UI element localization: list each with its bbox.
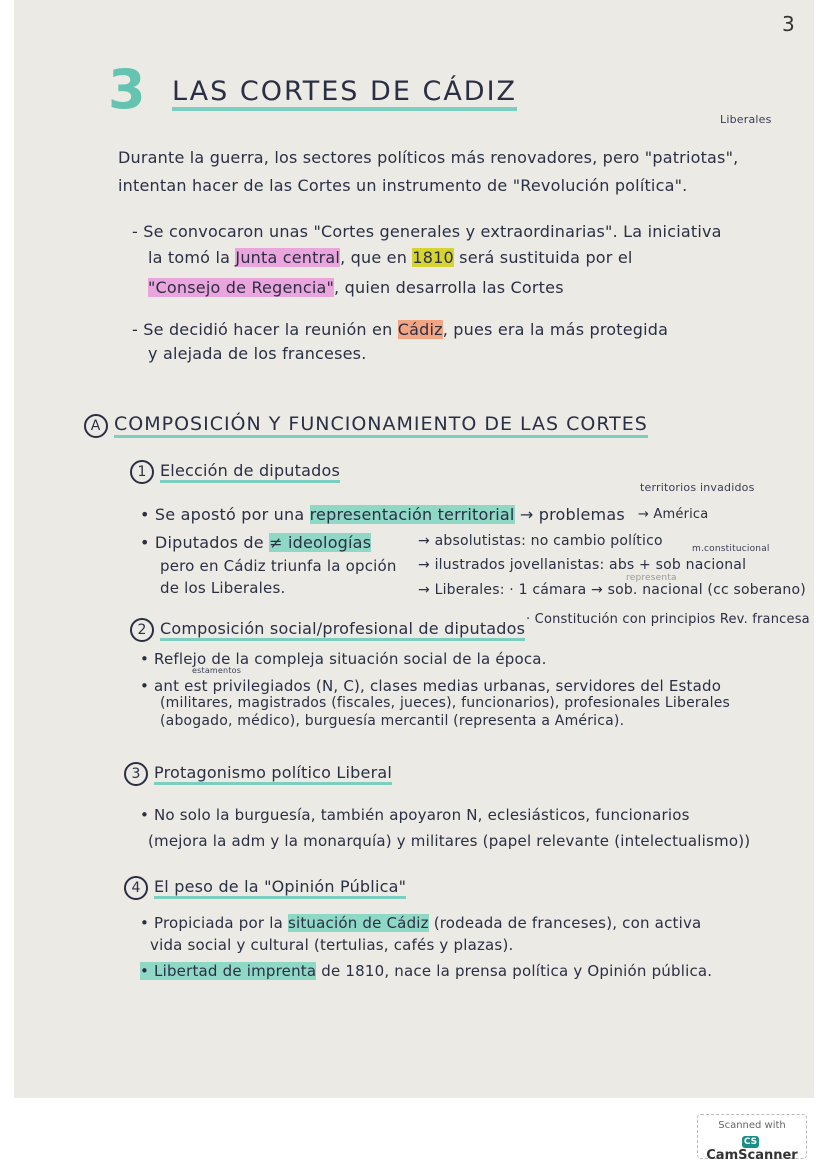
branch-note: · Constitución con principios Rev. francesa <box>526 612 810 627</box>
bullet-line: vida social y cultural (tertulias, cafés y plazas). <box>150 936 514 954</box>
subsection-number: 1 <box>130 460 154 484</box>
note: → América <box>638 507 709 522</box>
bullet <box>140 914 701 932</box>
subsection-title: Composición social/profesional de diputados <box>160 619 525 641</box>
subsection-number: 2 <box>130 618 154 642</box>
dash-item-line: y alejada de los franceses. <box>148 344 367 363</box>
highlight: representación territorial <box>309 505 515 524</box>
page-title: LAS CORTES DE CÁDIZ <box>172 76 517 111</box>
text: → problemas <box>514 505 625 524</box>
section-title: COMPOSICIÓN Y FUNCIONAMIENTO DE LAS CORTES <box>114 413 648 438</box>
bullet <box>140 533 371 552</box>
bullet-line: de los Liberales. <box>160 579 286 597</box>
badge-brand <box>698 1133 806 1163</box>
text: será sustituida por el <box>453 248 633 267</box>
note: territorios invadidos <box>640 481 755 494</box>
text: • Se apostó por una <box>140 505 310 524</box>
highlight: Cádiz <box>397 320 443 339</box>
section-a-heading <box>84 413 648 438</box>
subsection-heading <box>124 762 392 786</box>
branch-item: → ilustrados jovellanistas: abs + sob nacional <box>418 557 747 573</box>
subsection-heading <box>130 618 525 642</box>
bullet-line: (mejora la adm y la monarquía) y militares (papel relevante (intelectualismo)) <box>148 832 751 850</box>
bullet <box>140 962 712 980</box>
text: la tomó la <box>148 248 236 267</box>
highlight: 1810 <box>412 248 454 267</box>
text: - Se decidió hacer la reunión en <box>132 320 398 339</box>
camscanner-badge <box>697 1114 807 1163</box>
dash-item: - Se convocaron unas "Cortes generales y extraordinarias". La iniciativa <box>132 222 722 241</box>
text: (rodeada de franceses), con activa <box>428 914 702 932</box>
bullet-line: pero en Cádiz triunfa la opción <box>160 557 397 575</box>
branch-item: → Liberales: · 1 cámara → sob. nacional (cc soberano) <box>418 582 806 598</box>
margin-note: Liberales <box>720 113 772 126</box>
bullet: • No solo la burguesía, también apoyaron N, eclesiásticos, funcionarios <box>140 806 690 824</box>
bullet <box>140 505 625 524</box>
text: , que en <box>340 248 413 267</box>
badge-caption: Scanned with <box>718 1120 786 1131</box>
subsection-title: El peso de la "Opinión Pública" <box>154 877 406 899</box>
dash-item-line <box>148 248 633 267</box>
text: , quien desarrolla las Cortes <box>334 278 564 297</box>
highlight: situación de Cádiz <box>287 914 429 932</box>
text: • Diputados de <box>140 533 270 552</box>
note: estamentos <box>192 666 242 675</box>
bullet: • Reflejo de la compleja situación social de la época. <box>140 650 547 668</box>
bullet-line: (abogado, médico), burguesía mercantil (representa a América). <box>160 713 625 729</box>
branch-item: → absolutistas: no cambio político <box>418 533 663 549</box>
intro-line: intentan hacer de las Cortes un instrumento de "Revolución política". <box>118 176 688 195</box>
intro-line: Durante la guerra, los sectores políticos más renovadores, pero "patriotas", <box>118 148 739 167</box>
highlight: ≠ ideologías <box>269 533 372 552</box>
camscanner-logo-icon: CS <box>743 1137 758 1147</box>
text: • Propiciada por la <box>140 914 288 932</box>
subsection-heading <box>124 876 406 900</box>
subsection-number: 3 <box>124 762 148 786</box>
subsection-title: Protagonismo político Liberal <box>154 763 392 785</box>
dash-item-line <box>148 278 564 297</box>
subsection-number: 4 <box>124 876 148 900</box>
highlight: "Consejo de Regencia" <box>148 278 335 297</box>
subsection-title: Elección de diputados <box>160 461 340 483</box>
note: representa <box>626 573 677 583</box>
highlight: • Libertad de imprenta <box>140 962 317 980</box>
text: , pues era la más protegida <box>442 320 669 339</box>
page-number: 3 <box>782 12 795 36</box>
chapter-number: 3 <box>108 58 146 121</box>
text: de 1810, nace la prensa política y Opinión pública. <box>316 962 713 980</box>
subsection-heading <box>130 460 340 484</box>
dash-item <box>132 320 668 339</box>
bullet: • ant est privilegiados (N, C), clases medias urbanas, servidores del Estado <box>140 677 722 695</box>
section-letter: A <box>84 414 108 438</box>
note: m.constitucional <box>692 544 770 554</box>
brand-name: CamScanner <box>706 1148 798 1163</box>
bullet-line: (militares, magistrados (fiscales, jueces), funcionarios), profesionales Liberales <box>160 695 731 711</box>
highlight: Junta central <box>235 248 341 267</box>
